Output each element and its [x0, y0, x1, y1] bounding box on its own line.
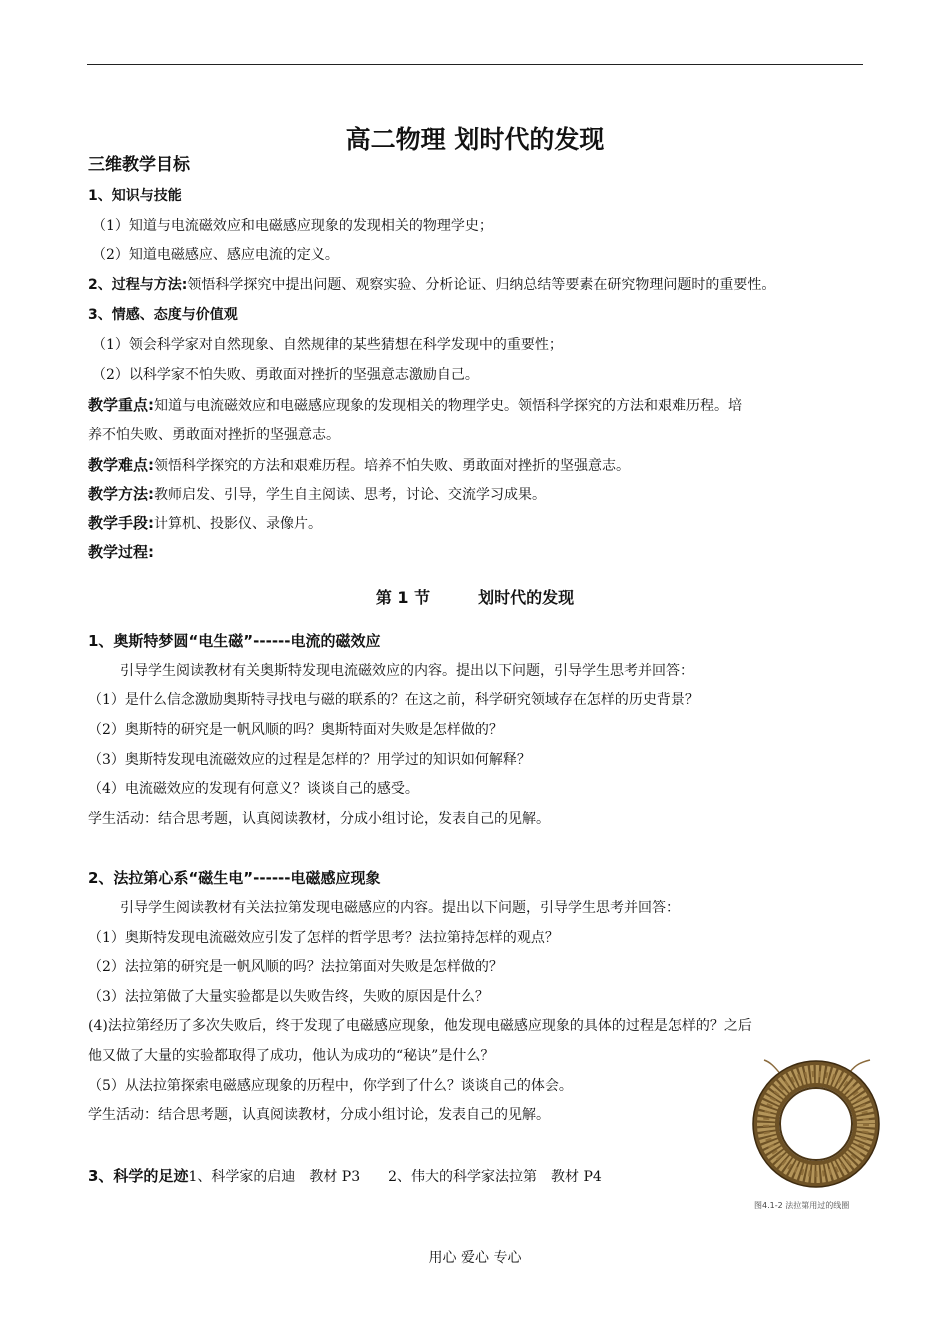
- difficulty-line: [88, 455, 630, 476]
- part1-activity: 学生活动：结合思考题，认真阅读教材，分成小组讨论，发表自己的见解。: [88, 811, 550, 827]
- part2-question-3: （3）法拉第做了大量实验都是以失败告终，失败的原因是什么？: [88, 989, 489, 1005]
- page-footer: 用心 爱心 专心: [428, 1250, 522, 1266]
- part2-question-4b: 他又做了大量的实验都取得了成功，他认为成功的“秘诀”是什么？: [88, 1048, 495, 1064]
- part2-activity: 学生活动：结合思考题，认真阅读教材，分成小组讨论，发表自己的见解。: [88, 1107, 550, 1123]
- method-line: [88, 484, 546, 505]
- document-title: 高二物理 划时代的发现: [345, 125, 605, 154]
- part1-question-4: （4）电流磁效应的发现有何意义？谈谈自己的感受。: [88, 781, 419, 797]
- part1-intro: 引导学生阅读教材有关奥斯特发现电流磁效应的内容。提出以下问题，引导学生思考并回答：: [120, 663, 694, 679]
- goals-heading: 三维教学目标: [88, 155, 190, 175]
- process-label: 教学过程:: [88, 543, 154, 561]
- part2-heading: 2、法拉第心系“磁生电”------电磁感应现象: [88, 869, 381, 887]
- figure-caption: 图4.1-2 法拉第用过的线圈: [754, 1201, 850, 1210]
- keypoints-text-1: 知道与电流磁效应和电磁感应现象的发现相关的物理学史。领悟科学探究的方法和艰难历程。培: [154, 398, 742, 414]
- part2-intro: 引导学生阅读教材有关法拉第发现电磁感应的内容。提出以下问题，引导学生思考并回答：: [120, 900, 680, 916]
- keypoints-line: [88, 395, 742, 416]
- knowledge-item-2: （2）知道电磁感应、感应电流的定义。: [92, 247, 339, 263]
- tools-text: 计算机、投影仪、录像片。: [154, 516, 322, 532]
- section-name: 划时代的发现: [478, 588, 575, 607]
- method-label: 教学方法:: [88, 485, 154, 503]
- process-method-line: [88, 275, 775, 295]
- tools-line: [88, 513, 322, 534]
- difficulty-text: 领悟科学探究的方法和艰难历程。培养不怕失败、勇敢面对挫折的坚强意志。: [154, 458, 630, 474]
- keypoints-text-2: 养不怕失败、勇敢面对挫折的坚强意志。: [88, 427, 340, 443]
- coil-image: [752, 1058, 882, 1214]
- part1-question-2: （2）奥斯特的研究是一帆风顺的吗？奥斯特面对失败是怎样做的？: [88, 722, 503, 738]
- part2-question-2: （2）法拉第的研究是一帆风顺的吗？法拉第面对失败是怎样做的？: [88, 959, 503, 975]
- part3-heading: 3、科学的足迹: [88, 1167, 189, 1185]
- header-rule: [87, 64, 863, 65]
- part3-text: 1、科学家的启迪 教材 P3 2、伟大的科学家法拉第 教材 P4: [188, 1169, 602, 1185]
- section-title: [0, 585, 950, 608]
- part2-question-5: （5）从法拉第探索电磁感应现象的历程中，你学到了什么？谈谈自己的体会。: [88, 1078, 573, 1094]
- knowledge-item-1: （1）知道与电流磁效应和电磁感应现象的发现相关的物理学史；: [92, 218, 493, 234]
- coil-icon: [752, 1058, 882, 1198]
- tools-label: 教学手段:: [88, 514, 154, 532]
- emotion-item-1: （1）领会科学家对自然现象、自然规律的某些猜想在科学发现中的重要性；: [92, 337, 563, 353]
- emotion-item-2: （2）以科学家不怕失败、勇敢面对挫折的坚强意志激励自己。: [92, 367, 479, 383]
- part2-question-4a: (4)法拉第经历了多次失败后，终于发现了电磁感应现象，他发现电磁感应现象的具体的过程是怎样的？之后: [88, 1018, 752, 1034]
- section-number: 第 1 节: [375, 588, 431, 607]
- part1-heading: 1、奥斯特梦圆“电生磁”------电流的磁效应: [88, 632, 381, 650]
- keypoints-label: 教学重点:: [88, 396, 154, 414]
- method-text: 教师启发、引导，学生自主阅读、思考，讨论、交流学习成果。: [154, 487, 546, 503]
- part1-question-1: （1）是什么信念激励奥斯特寻找电与磁的联系的？在这之前，科学研究领域存在怎样的历史背景？: [88, 692, 699, 708]
- process-method-text: 领悟科学探究中提出问题、观察实验、分析论证、归纳总结等要素在研究物理问题时的重要性。: [187, 277, 776, 293]
- difficulty-label: 教学难点:: [88, 456, 154, 474]
- part3-line: [88, 1166, 602, 1187]
- part1-question-3: （3）奥斯特发现电流磁效应的过程是怎样的？用学过的知识如何解释？: [88, 752, 531, 768]
- part2-question-1: （1）奥斯特发现电流磁效应引发了怎样的哲学思考？法拉第持怎样的观点？: [88, 930, 559, 946]
- emotion-heading: 3、情感、态度与价值观: [88, 307, 238, 323]
- process-method-label: 2、过程与方法:: [88, 277, 188, 293]
- knowledge-heading: 1、知识与技能: [88, 188, 182, 204]
